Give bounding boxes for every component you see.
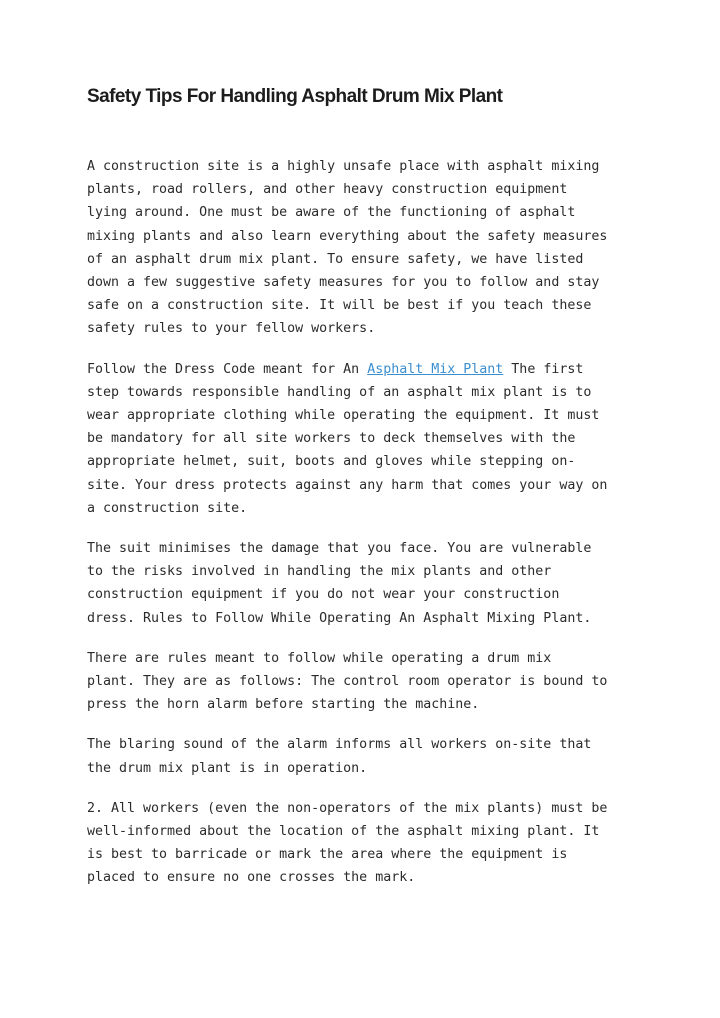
asphalt-mix-plant-link[interactable]: Asphalt Mix Plant (367, 361, 504, 377)
paragraph-suit: The suit minimises the damage that you face. You are vulnerable to the risks involved in handling the mix plants and other construction equipment if you do not wear your construction dress. Rules to Follow While Operating An Asphalt Mixing Plant. (87, 541, 592, 626)
page-title: Safety Tips For Handling Asphalt Drum Mix Plant (87, 86, 503, 107)
paragraph-text-after-link: The first step towards responsible handling of an asphalt mix plant is to wear appropriate clothing while operating the equipment. It must be mandatory for all site workers to deck themselves with the appropriate helmet, suit, boots and gloves while stepping on- site. Your dress protects against any harm that comes your way on a construction site. (87, 361, 608, 516)
paragraph-location: 2. All workers (even the non-operators of the mix plants) must be well-informed about the location of the asphalt mixing plant. It is best to barricade or mark the area where the equipment is placed to ensure no one crosses the mark. (87, 800, 608, 886)
paragraph-intro: A construction site is a highly unsafe place with asphalt mixing plants, road rollers, and other heavy construction equipment lying around. One must be aware of the functioning of asphalt mixing plants and also learn everything about the safety measures of an asphalt drum mix plant. To ensure safety, we have listed down a few suggestive safety measures for you to follow and stay safe on a construction site. It will be best if you teach these safety rules to your fellow workers. (87, 159, 608, 337)
paragraph-text-before-link: Follow the Dress Code meant for An (87, 361, 368, 377)
paragraph-alarm: The blaring sound of the alarm informs all workers on-site that the drum mix plant is in operation. (87, 737, 592, 776)
paragraph-rules: There are rules meant to follow while operating a drum mix plant. They are as follows: The control room operator is bound to press the horn alarm before starting the machine. (87, 650, 608, 713)
paragraph-dress-code (87, 358, 647, 520)
article-body (87, 155, 647, 907)
